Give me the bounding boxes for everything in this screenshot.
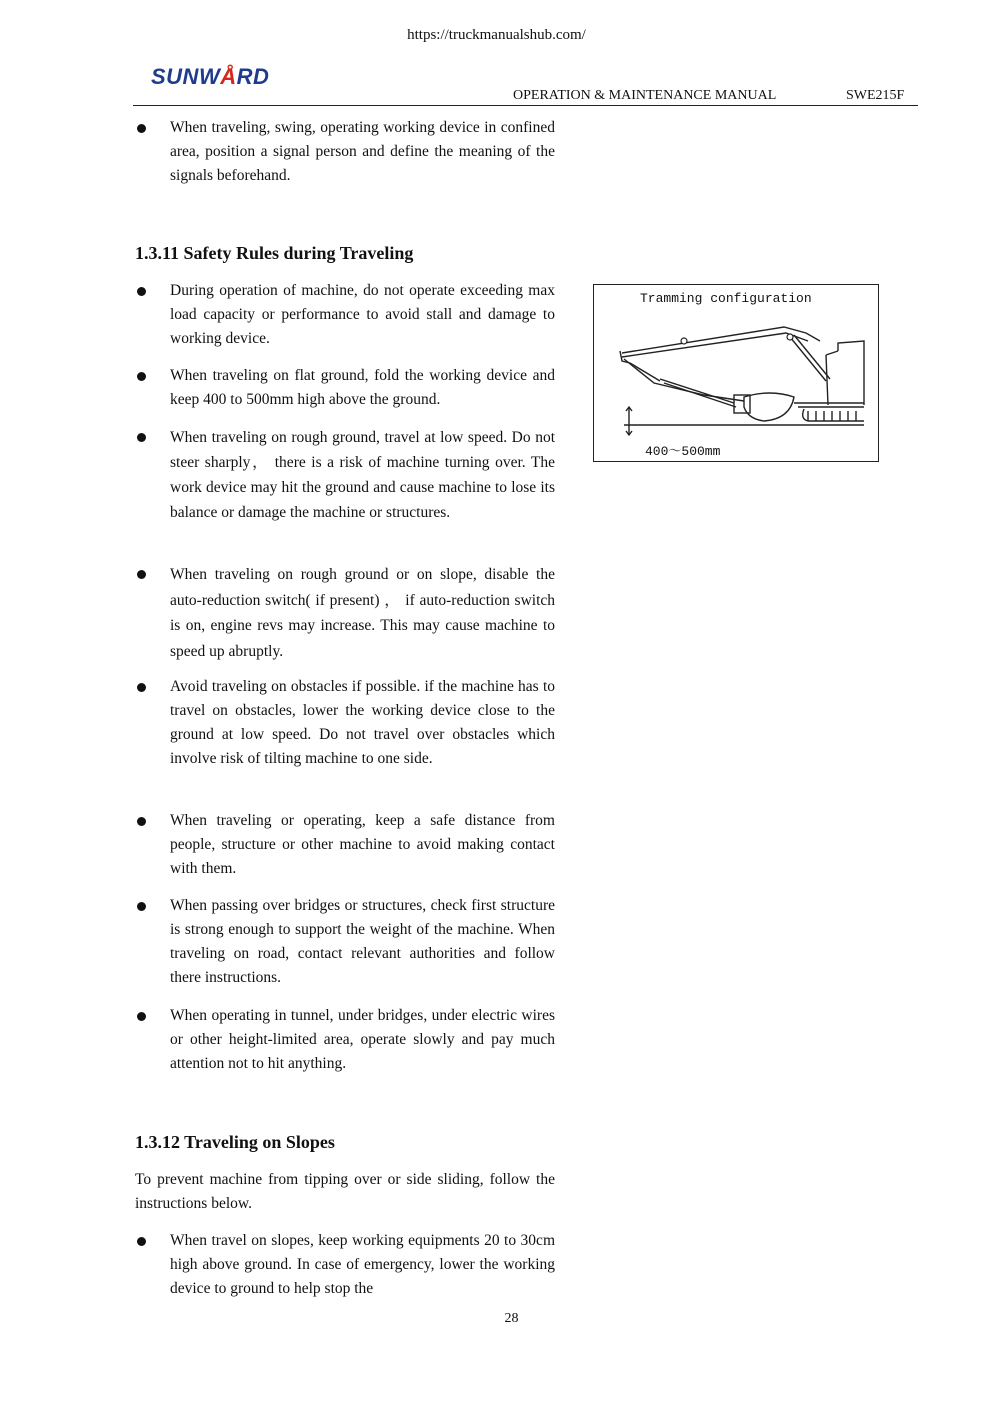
figure-title: Tramming configuration xyxy=(640,291,812,306)
sunward-logo: SUNWÅRD xyxy=(151,64,270,89)
section-heading-1312: 1.3.12 Traveling on Slopes xyxy=(135,1132,335,1152)
section-intro: To prevent machine from tipping over or side sliding, follow the instructions below. xyxy=(135,1171,555,1212)
bullet-icon xyxy=(137,902,146,911)
bullet-icon xyxy=(137,570,146,579)
list-item: When travel on slopes, keep working equipments 20 to 30cm high above ground. In case of emergency, lower the working device to ground to help stop the xyxy=(135,1229,555,1301)
model-number: SWE215F xyxy=(846,88,905,103)
excavator-tramming-illustration xyxy=(594,285,878,461)
bullet-icon xyxy=(137,372,146,381)
bullet-icon xyxy=(137,1237,146,1246)
page-number: 28 xyxy=(504,1311,519,1326)
list-item: During operation of machine, do not operate exceeding max load capacity or performance to avoid stall and damage to working device. xyxy=(135,279,555,351)
bullet-icon xyxy=(137,817,146,826)
bullet-icon xyxy=(137,1012,146,1021)
list-item: When traveling or operating, keep a safe distance from people, structure or other machine to avoid making contact with them. xyxy=(135,809,555,881)
list-item: When traveling on rough ground or on slope, disable the auto-reduction switch( if present) ， if auto-reduction switch is on, engine revs may increase. This may cause machine to speed up abruptly. xyxy=(135,562,555,664)
list-item: When traveling on flat ground, fold the working device and keep 400 to 500mm high above the ground. xyxy=(135,364,555,412)
bullet-icon xyxy=(137,287,146,296)
bullet-icon xyxy=(137,124,146,133)
header-divider xyxy=(133,105,918,106)
list-item: When operating in tunnel, under bridges, under electric wires or other height-limited area, operate slowly and pay much attention not to hit anything. xyxy=(135,1004,555,1076)
list-item: Avoid traveling on obstacles if possible. if the machine has to travel on obstacles, lower the working device close to the ground at low speed. Do not travel over obstacles which involve risk of tilting machine to one side. xyxy=(135,675,555,771)
source-url[interactable]: https://truckmanualshub.com/ xyxy=(407,27,586,43)
tramming-figure xyxy=(593,284,879,462)
bullet-icon xyxy=(137,433,146,442)
list-item: When passing over bridges or structures, check first structure is strong enough to support the weight of the machine. When traveling on road, contact relevant authorities and follow there instructions. xyxy=(135,894,555,990)
bullet-icon xyxy=(137,683,146,692)
figure-dimension-label: 400～500mm xyxy=(645,444,721,459)
list-item: When traveling, swing, operating working device in confined area, position a signal person and define the meaning of the signals beforehand. xyxy=(135,116,555,188)
section-heading-1311: 1.3.11 Safety Rules during Traveling xyxy=(135,243,414,263)
manual-title: OPERATION & MAINTENANCE MANUAL xyxy=(513,88,777,103)
list-item: When traveling on rough ground, travel at low speed. Do not steer sharply， there is a risk of machine turning over. The work device may hit the ground and cause machine to lose its balance or damage the machine or structures. xyxy=(135,425,555,525)
